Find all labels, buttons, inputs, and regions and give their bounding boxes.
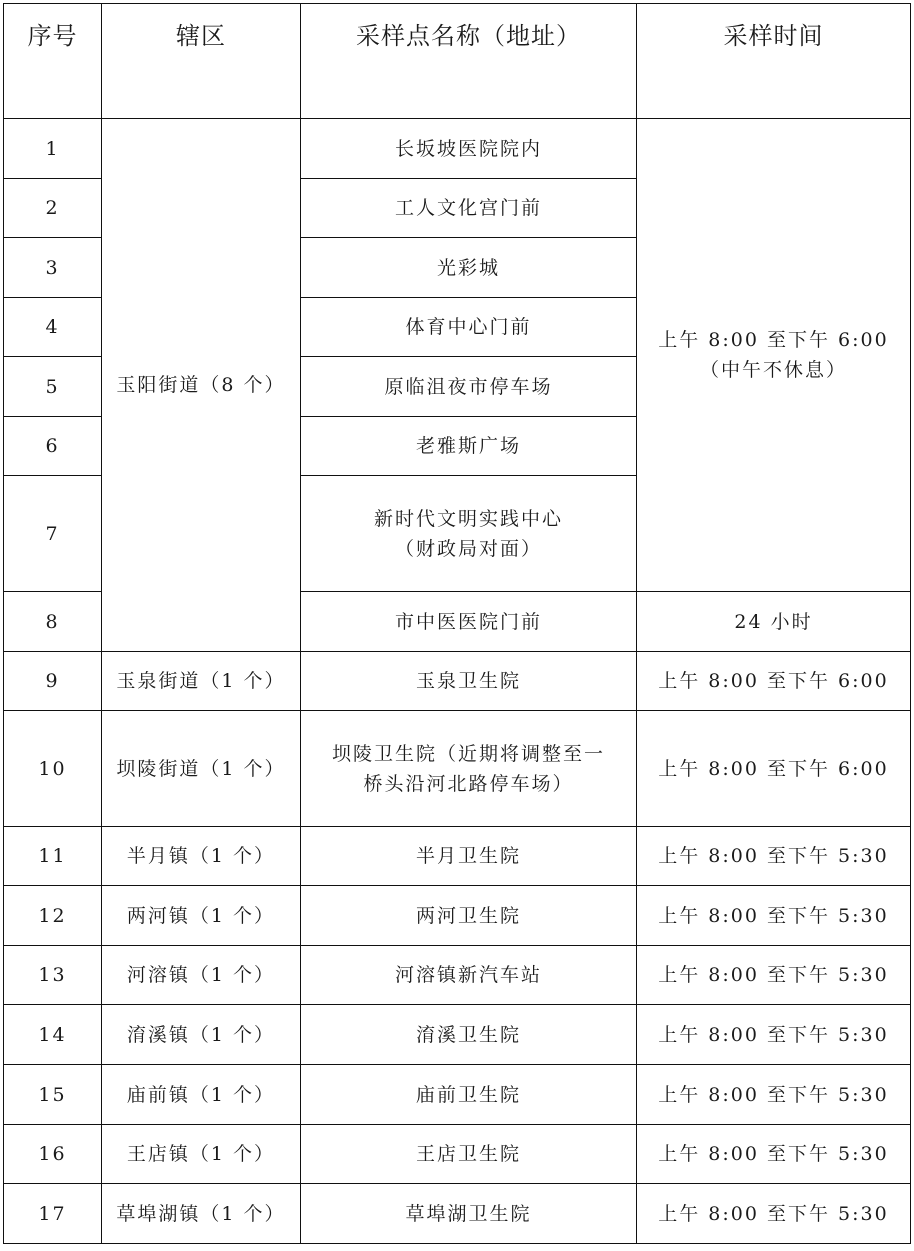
- row-index: 1: [4, 119, 102, 179]
- district-cell: 玉泉街道（1 个）: [102, 652, 301, 711]
- site-text: 坝陵卫生院（近期将调整至一: [331, 742, 605, 765]
- row-index: 2: [4, 179, 102, 238]
- site-cell: 玉泉卫生院: [301, 652, 637, 711]
- time-cell: 上午 8:00 至下午 5:30: [637, 1065, 911, 1125]
- sampling-sites-table: [3, 3, 911, 1244]
- time-cell: 上午 8:00 至下午 5:30: [637, 1005, 911, 1065]
- site-cell: [301, 711, 637, 827]
- time-cell: 上午 8:00 至下午 6:00: [637, 652, 911, 711]
- table-row: [4, 1184, 911, 1244]
- district-cell: 河溶镇（1 个）: [102, 946, 301, 1005]
- header-site: 采样点名称（地址）: [301, 4, 637, 119]
- site-cell: 草埠湖卫生院: [301, 1184, 637, 1244]
- district-cell-yuyang: 玉阳街道（8 个）: [102, 119, 301, 652]
- district-cell: 坝陵街道（1 个）: [102, 711, 301, 827]
- time-cell-yuyang: [637, 119, 911, 592]
- row-index: 11: [4, 827, 102, 886]
- table-row: [4, 711, 911, 827]
- row-index: 16: [4, 1125, 102, 1184]
- row-index: 14: [4, 1005, 102, 1065]
- time-text: 上午 8:00 至下午 6:00: [658, 329, 889, 351]
- row-index: 8: [4, 592, 102, 652]
- time-cell: 上午 8:00 至下午 5:30: [637, 946, 911, 1005]
- site-cell: 市中医医院门前: [301, 592, 637, 652]
- table-row: [4, 1005, 911, 1065]
- site-cell: 河溶镇新汽车站: [301, 946, 637, 1005]
- time-cell: 上午 8:00 至下午 5:30: [637, 1184, 911, 1244]
- district-cell: 王店镇（1 个）: [102, 1125, 301, 1184]
- header-index: 序号: [4, 4, 102, 119]
- time-cell: 上午 8:00 至下午 5:30: [637, 827, 911, 886]
- row-index: 13: [4, 946, 102, 1005]
- site-cell: 半月卫生院: [301, 827, 637, 886]
- site-cell: 淯溪卫生院: [301, 1005, 637, 1065]
- row-index: 9: [4, 652, 102, 711]
- table-row: [4, 1125, 911, 1184]
- site-subtext: 桥头沿河北路停车场）: [363, 772, 574, 795]
- row-index: 7: [4, 476, 102, 592]
- row-index: 5: [4, 357, 102, 417]
- time-cell: 上午 8:00 至下午 5:30: [637, 1125, 911, 1184]
- site-cell: 王店卫生院: [301, 1125, 637, 1184]
- row-index: 17: [4, 1184, 102, 1244]
- row-index: 10: [4, 711, 102, 827]
- site-cell: 两河卫生院: [301, 886, 637, 946]
- header-district: 辖区: [102, 4, 301, 119]
- table-row: [4, 946, 911, 1005]
- site-cell: [301, 476, 637, 592]
- row-index: 15: [4, 1065, 102, 1125]
- site-text: 新时代文明实践中心: [373, 507, 563, 530]
- table-row: [4, 1065, 911, 1125]
- district-cell: 草埠湖镇（1 个）: [102, 1184, 301, 1244]
- district-cell: 两河镇（1 个）: [102, 886, 301, 946]
- table-row: [4, 827, 911, 886]
- time-cell: 上午 8:00 至下午 6:00: [637, 711, 911, 827]
- site-cell: 工人文化宫门前: [301, 179, 637, 238]
- district-cell: 半月镇（1 个）: [102, 827, 301, 886]
- time-cell: 上午 8:00 至下午 5:30: [637, 886, 911, 946]
- site-cell: 老雅斯广场: [301, 417, 637, 476]
- district-cell: 淯溪镇（1 个）: [102, 1005, 301, 1065]
- site-cell: 长坂坡医院院内: [301, 119, 637, 179]
- site-cell: 原临沮夜市停车场: [301, 357, 637, 417]
- row-index: 4: [4, 298, 102, 357]
- time-note: （中午不休息）: [699, 359, 847, 381]
- table-row: [4, 119, 911, 179]
- site-cell: 体育中心门前: [301, 298, 637, 357]
- header-time: 采样时间: [637, 4, 911, 119]
- table-row: [4, 652, 911, 711]
- table-row: [4, 886, 911, 946]
- site-subtext: （财政局对面）: [394, 537, 542, 560]
- site-cell: 庙前卫生院: [301, 1065, 637, 1125]
- row-index: 6: [4, 417, 102, 476]
- district-cell: 庙前镇（1 个）: [102, 1065, 301, 1125]
- header-row: [4, 4, 911, 119]
- row-index: 3: [4, 238, 102, 298]
- row-index: 12: [4, 886, 102, 946]
- time-cell: 24 小时: [637, 592, 911, 652]
- site-cell: 光彩城: [301, 238, 637, 298]
